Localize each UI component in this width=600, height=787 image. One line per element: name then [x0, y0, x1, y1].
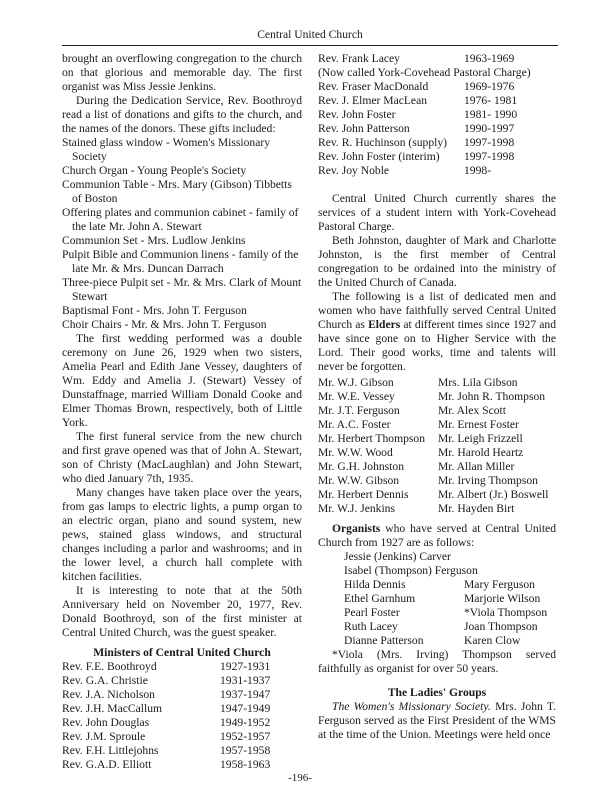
elder-name: Mr. Ernest Foster — [438, 418, 519, 431]
minister-years: 1957-1958 — [220, 744, 271, 757]
paragraph: Beth Johnston, daughter of Mark and Charlotte Johnston, is the first member of Central congregation to be ordained into the ministry of the United Church of Canada. — [318, 234, 556, 289]
text-run-italic: The Women's Missionary Society. — [332, 700, 491, 713]
elder-name: Mr. G.H. Johnston — [318, 460, 404, 473]
minister-years: 1990-1997 — [464, 122, 515, 135]
minister-years: 1997-1998 — [464, 136, 515, 149]
organist-name: Mary Ferguson — [464, 578, 535, 591]
paragraph: Many changes have taken place over the years, from gas lamps to electric lights, a pump organ to an electric organ, piano and sound system, new pews, stained glass windows, and structural changes including a parlor and washrooms; and in the lower level, a church hall complete with kitchen facilities. — [62, 486, 302, 583]
text-run: at different times since 1927 and have since gone on to Higher Service with the Lord. Their good works, time and talents will never be forgotten. — [318, 318, 557, 373]
organist-name: Ethel Garnhum — [344, 592, 416, 605]
minister-name: Rev. G.A. Christie — [62, 674, 148, 687]
paragraph: *Viola (Mrs. Irving) Thompson served faithfully as organist for over 50 years. — [318, 648, 556, 675]
organist-row — [344, 578, 556, 592]
minister-name: Rev. Frank Lacey — [318, 52, 400, 65]
elder-name: Mr. Herbert Dennis — [318, 488, 409, 501]
minister-row — [318, 150, 556, 164]
gift-item: Communion Set - Mrs. Ludlow Jenkins — [62, 234, 246, 247]
elder-row — [318, 460, 556, 474]
minister-name: Rev. Fraser MacDonald — [318, 80, 429, 93]
minister-row — [318, 108, 556, 122]
gift-item: Baptismal Font - Mrs. John T. Ferguson — [62, 304, 247, 317]
minister-name: Rev. Joy Noble — [318, 164, 390, 177]
minister-row — [318, 122, 556, 136]
paragraph: It is interesting to note that at the 50th Anniversary held on November 20, 1977, Rev. Donald Boothroyd, son of the first minister at Central United Church, was the guest speaker. — [62, 584, 302, 639]
elders-list — [318, 376, 556, 516]
elder-row — [318, 418, 556, 432]
elder-name: Mr. W.J. Jenkins — [318, 502, 395, 515]
minister-row — [318, 80, 556, 94]
minister-years: 1969-1976 — [464, 80, 515, 93]
minister-years: 1927-1931 — [220, 660, 271, 673]
organist-name: Jessie (Jenkins) Carver — [344, 550, 451, 563]
elder-row — [318, 474, 556, 488]
minister-years: 1937-1947 — [220, 688, 271, 701]
paragraph: The first wedding performed was a double ceremony on June 26, 1929 when two sisters, Amelia Pearl and Edith Jane Vessey, daughters of Wm. Eddy and Amelia J. (Stewart) Vessey of Dunstaffnage, married William Donald Cooke and Elmer Thomas Brown, respectively, both of Little York. — [62, 332, 302, 429]
minister-row — [62, 758, 302, 772]
paragraph — [318, 290, 556, 374]
elder-row — [318, 432, 556, 446]
gifts-list — [62, 136, 302, 332]
elder-row — [318, 390, 556, 404]
organist-row — [344, 620, 556, 634]
minister-row — [318, 94, 556, 108]
paragraph — [318, 522, 556, 550]
elder-name: Mr. Herbert Thompson — [318, 432, 426, 445]
ministers-list — [62, 660, 302, 772]
organist-row — [344, 592, 556, 606]
minister-row — [62, 744, 302, 758]
organist-name: Marjorie Wilson — [464, 592, 541, 605]
organist-name: *Viola Thompson — [464, 606, 548, 619]
minister-name: Rev. G.A.D. Elliott — [62, 758, 152, 771]
organists-list — [318, 550, 556, 648]
section-heading: Ministers of Central United Church — [93, 646, 271, 659]
minister-row — [318, 136, 556, 150]
gift-item: Pulpit Bible and Communion linens - family of the late Mr. & Mrs. Duncan Darrach — [62, 248, 299, 275]
elder-name: Mr. Irving Thompson — [438, 474, 538, 487]
text-run-bold: Organists — [332, 522, 381, 535]
text-run-bold: Elders — [368, 318, 401, 331]
minister-name: Rev. J. Elmer MacLean — [318, 94, 428, 107]
elder-row — [318, 502, 556, 516]
paragraph: Central United Church currently shares the services of a student intern with York-Covehead Pastoral Charge. — [318, 192, 556, 233]
elder-row — [318, 376, 556, 390]
minister-row — [62, 674, 302, 688]
minister-years: 1952-1957 — [220, 730, 271, 743]
right-column — [318, 52, 556, 742]
minister-name: Rev. J.H. MacCallum — [62, 702, 163, 715]
text-run: Mrs. John T. Ferguson served as the First President of the WMS at the time of the Union. Meetings were held once — [318, 700, 556, 741]
organist-name: Karen Clow — [464, 634, 521, 647]
elder-name: Mr. A.C. Foster — [318, 418, 391, 431]
elder-name: Mr. W.E. Vessey — [318, 390, 395, 403]
minister-name: Rev. R. Huchinson (supply) — [318, 136, 448, 149]
minister-row — [62, 660, 302, 674]
minister-years: 1997-1998 — [464, 150, 515, 163]
minister-years: 1931-1937 — [220, 674, 271, 687]
text-run: who have served at Central United Church from 1927 are as follows: — [318, 522, 556, 549]
text-run: The following is a list of dedicated men and women who have faithfully served Central United Church as — [318, 290, 556, 331]
minister-years: 1998- — [464, 164, 492, 177]
elder-name: Mr. Alex Scott — [438, 404, 506, 417]
minister-name: Rev. John Douglas — [62, 716, 150, 729]
gift-item: Communion Table - Mrs. Mary (Gibson) Tibbetts of Boston — [62, 178, 292, 205]
minister-row — [62, 702, 302, 716]
minister-years: 1981- 1990 — [464, 108, 518, 121]
elder-name: Mr. John R. Thompson — [438, 390, 546, 403]
minister-name: Rev. F.E. Boothroyd — [62, 660, 157, 673]
left-column — [62, 52, 302, 772]
organist-row — [344, 606, 556, 620]
elder-name: Mr. Leigh Frizzell — [438, 432, 523, 445]
minister-name: Rev. J.A. Nicholson — [62, 688, 155, 701]
minister-name: Rev. J.M. Sproule — [62, 730, 146, 743]
gift-item: Three-piece Pulpit set - Mr. & Mrs. Clark of Mount Stewart — [62, 276, 302, 303]
gift-item: Stained glass window - Women's Missionary Society — [62, 136, 271, 163]
minister-years: 1976- 1981 — [464, 94, 518, 107]
elder-name: Mr. Allan Miller — [438, 460, 515, 473]
organist-name: Dianne Patterson — [344, 634, 424, 647]
minister-years: 1958-1963 — [220, 758, 271, 771]
organist-name: Pearl Foster — [344, 606, 400, 619]
paragraph: brought an overflowing congregation to the church on that glorious and memorable day. The first organist was Miss Jessie Jenkins. — [62, 52, 302, 93]
gift-item: Offering plates and communion cabinet - family of the late Mr. John A. Stewart — [62, 206, 299, 233]
elder-name: Mr. J.T. Ferguson — [318, 404, 400, 417]
paragraph — [318, 700, 556, 742]
minister-name: Rev. John Foster (interim) — [318, 150, 440, 163]
organist-name: Joan Thompson — [464, 620, 538, 633]
elder-row — [318, 488, 556, 502]
elder-row — [318, 404, 556, 418]
minister-name: Rev. F.H. Littlejohns — [62, 744, 159, 757]
minister-row — [62, 716, 302, 730]
elder-name: Mr. W.J. Gibson — [318, 376, 394, 389]
minister-years: 1949-1952 — [220, 716, 271, 729]
minister-row — [62, 688, 302, 702]
section-heading: The Ladies' Groups — [387, 686, 487, 699]
pastoral-charge-note: (Now called York-Covehead Pastoral Charge) — [318, 66, 531, 79]
elder-row — [318, 446, 556, 460]
minister-name: Rev. John Patterson — [318, 122, 410, 135]
paragraph: The first funeral service from the new church and first grave opened was that of John A. Stewart, son of Christy (MacLaughlan) and John Stewart, who died January 7th, 1935. — [62, 430, 302, 485]
ministers-list-continued — [318, 52, 556, 178]
minister-years: 1947-1949 — [220, 702, 271, 715]
elder-name: Mr. W.W. Wood — [318, 446, 393, 459]
page-number: -196- — [288, 772, 312, 784]
header-rule — [62, 45, 558, 46]
gift-item: Choir Chairs - Mr. & Mrs. John T. Ferguson — [62, 318, 267, 331]
minister-years: 1963-1969 — [464, 52, 515, 65]
elder-name: Mr. Albert (Jr.) Boswell — [438, 488, 549, 501]
minister-row — [62, 730, 302, 744]
organist-row — [344, 634, 556, 648]
elder-name: Mr. W.W. Gibson — [318, 474, 400, 487]
elder-name: Mrs. Lila Gibson — [438, 376, 518, 389]
organist-name: Hilda Dennis — [344, 578, 406, 591]
organist-name: Ruth Lacey — [344, 620, 398, 633]
running-header: Central United Church — [257, 28, 363, 41]
elder-name: Mr. Hayden Birt — [438, 502, 515, 515]
gift-item: Church Organ - Young People's Society — [62, 164, 247, 177]
elder-name: Mr. Harold Heartz — [438, 446, 524, 459]
minister-row — [318, 52, 556, 66]
minister-row — [318, 164, 556, 178]
minister-name: Rev. John Foster — [318, 108, 396, 121]
paragraph: During the Dedication Service, Rev. Boothroyd read a list of donations and gifts to the church, and the names of the donors. These gifts included: — [62, 94, 302, 135]
organist-name: Isabel (Thompson) Ferguson — [344, 564, 478, 577]
